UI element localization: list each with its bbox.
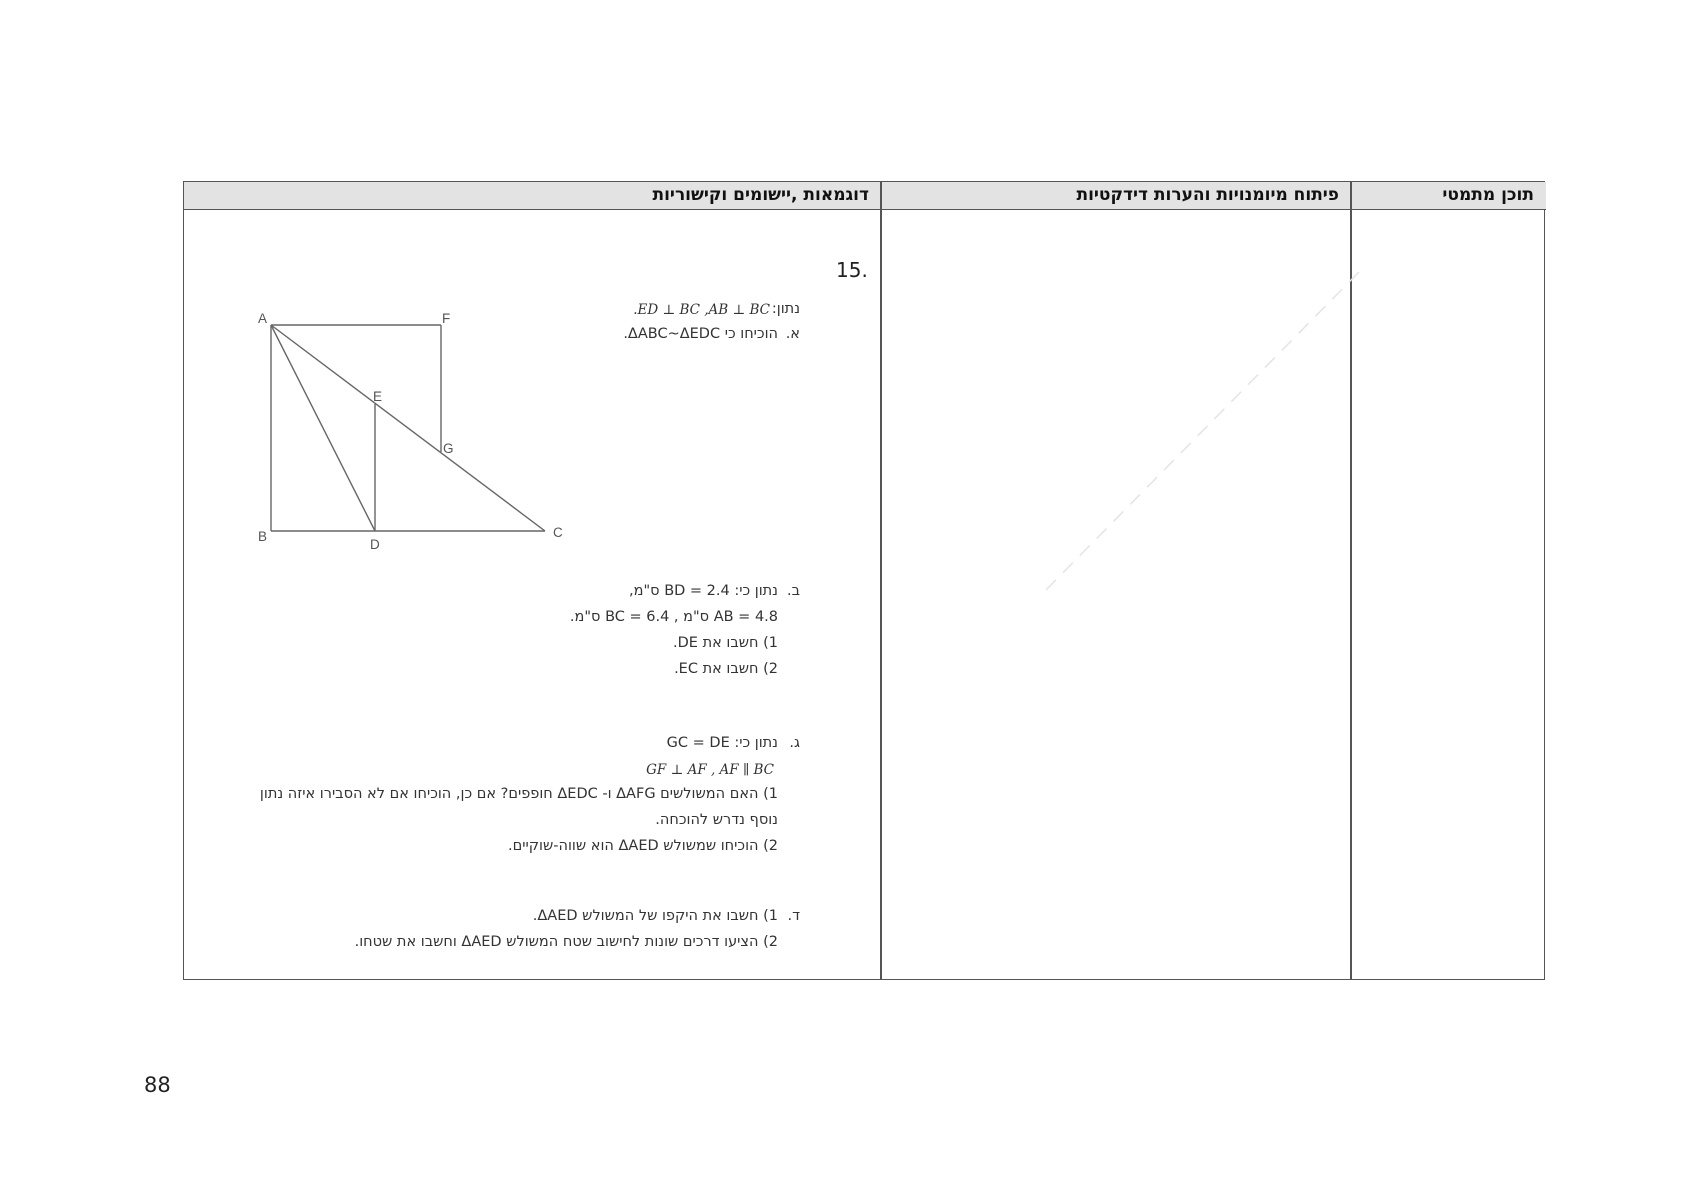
problem-number: .15 — [836, 258, 868, 282]
header-examples: דוגמאות ,יישומים וקישוריות — [184, 182, 881, 210]
part-g-question1: 1) האם המשולשים ΔAFG ו- ΔEDC חופפים? אם כן, הוכיחו אם לא הסבירו איזה נתון — [259, 786, 778, 802]
column-divider — [880, 182, 882, 979]
page-number: 88 — [144, 1073, 171, 1097]
part-d-label: ד. — [787, 908, 800, 924]
geometry-figure — [250, 305, 580, 555]
segment-AC — [271, 325, 545, 531]
part-b-question1: 1) חשבו את DE. — [673, 635, 778, 651]
content-table — [183, 181, 1545, 980]
part-g-line2: GF ⊥ AF , AF ∥ BC — [646, 762, 774, 778]
part-g-question1-cont: נוסף נדרש להוכחה. — [655, 812, 778, 828]
part-g-line1: נתון כי: GC = DE — [666, 735, 778, 751]
part-b-label: ב. — [787, 583, 800, 599]
part-b-question2: 2) חשבו את EC. — [674, 661, 778, 677]
part-g-label: ג. — [789, 735, 800, 751]
point-label-A: A — [258, 311, 268, 326]
part-d-question2: 2) הציעו דרכים שונות לחישוב שטח המשולש ΔAED וחשבו את שטחו. — [354, 934, 778, 950]
point-label-E: E — [373, 389, 383, 404]
part-b-line2: AB = 4.8 ס"מ , BC = 6.4 ס"מ. — [569, 609, 778, 625]
part-b-line1: נתון כי: BD = 2.4 ס"מ, — [629, 583, 778, 599]
part-d-question1: 1) חשבו את היקפו של המשולש ΔAED. — [532, 908, 778, 924]
part-a-label: א. — [785, 326, 800, 342]
point-label-B: B — [258, 529, 268, 544]
scan-artifact — [1024, 262, 1404, 622]
part-a-text: הוכיחו כי ΔABC~ΔEDC. — [623, 326, 778, 342]
segment-AD — [271, 325, 375, 531]
point-label-D: D — [370, 537, 380, 552]
point-label-C: C — [553, 525, 563, 540]
part-g-question2: 2) הוכיחו שמשולש ΔAED הוא שווה-שוקיים. — [508, 838, 778, 854]
point-label-F: F — [442, 311, 451, 326]
header-content: תוכן מתמטי — [1351, 182, 1546, 210]
given-expression: .ED ⊥ BC ,AB ⊥ BC — [633, 302, 770, 318]
point-label-G: G — [443, 441, 454, 456]
header-skills: פיתוח מיומנויות והערות דידקטיות — [881, 182, 1351, 210]
given-label: נתון: — [771, 301, 800, 317]
